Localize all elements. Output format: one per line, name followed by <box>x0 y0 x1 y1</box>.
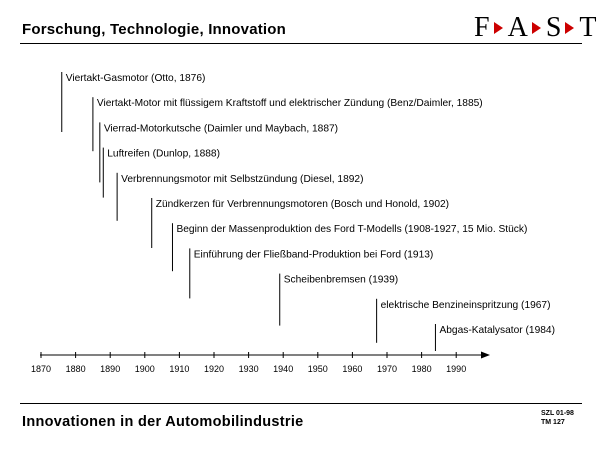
axis-tick-label: 1960 <box>342 364 363 374</box>
axis-tick-label: 1900 <box>134 364 155 374</box>
event-label: Zündkerzen für Verbrennungsmotoren (Bosch und Honold, 1902) <box>155 199 450 210</box>
axis-tick-label: 1910 <box>169 364 190 374</box>
event-label: Beginn der Massenproduktion des Ford T-Modells (1908-1927, 15 Mio. Stück) <box>176 224 528 236</box>
timeline-events <box>62 72 555 351</box>
logo-letter-s: S <box>545 12 562 43</box>
axis-tick-label: 1940 <box>273 364 294 374</box>
logo-letter-f: F <box>474 12 490 43</box>
axis-tick-label: 1950 <box>307 364 328 374</box>
event-label: Verbrennungsmotor mit Selbstzündung (Diesel, 1892) <box>121 173 364 185</box>
footer-divider <box>20 403 582 404</box>
axis-tick-label: 1880 <box>65 364 86 374</box>
event-label: Scheibenbremsen (1939) <box>283 274 399 286</box>
footer-title: Innovationen in der Automobilindustrie <box>22 414 304 430</box>
event-label: Viertakt-Gasmotor (Otto, 1876) <box>65 73 206 84</box>
page-title: Forschung, Technologie, Innovation <box>22 21 287 38</box>
event-label: Vierrad-Motorkutsche (Daimler und Maybach, 1887) <box>103 123 339 135</box>
axis-tick-label: 1890 <box>100 364 121 374</box>
document-code-line: TM 127 <box>541 419 565 426</box>
axis-tick-label: 1920 <box>203 364 225 374</box>
event-label: Abgas-Katalysator (1984) <box>439 325 555 336</box>
axis-tick-label: 1990 <box>446 364 467 374</box>
axis-tick-label: 1980 <box>411 364 432 374</box>
document-code-line: SZL 01-98 <box>541 410 574 417</box>
axis-arrow-icon <box>481 352 490 359</box>
axis-tick-label: 1870 <box>30 364 52 374</box>
document-code <box>541 409 574 427</box>
event-label: elektrische Benzineinspritzung (1967) <box>380 299 551 311</box>
axis-tick-label: 1930 <box>238 364 259 374</box>
event-label: Luftreifen (Dunlop, 1888) <box>107 148 220 160</box>
axis-tick-label: 1970 <box>376 364 398 374</box>
event-label: Viertakt-Motor mit flüssigem Kraftstoff und elektrischer Zündung (Benz/Daimler, 1885) <box>96 98 483 110</box>
event-label: Einführung der Fließband-Produktion bei Ford (1913) <box>193 249 434 261</box>
logo-letter-a: A <box>507 12 528 43</box>
logo-letter-t: T <box>579 12 597 43</box>
